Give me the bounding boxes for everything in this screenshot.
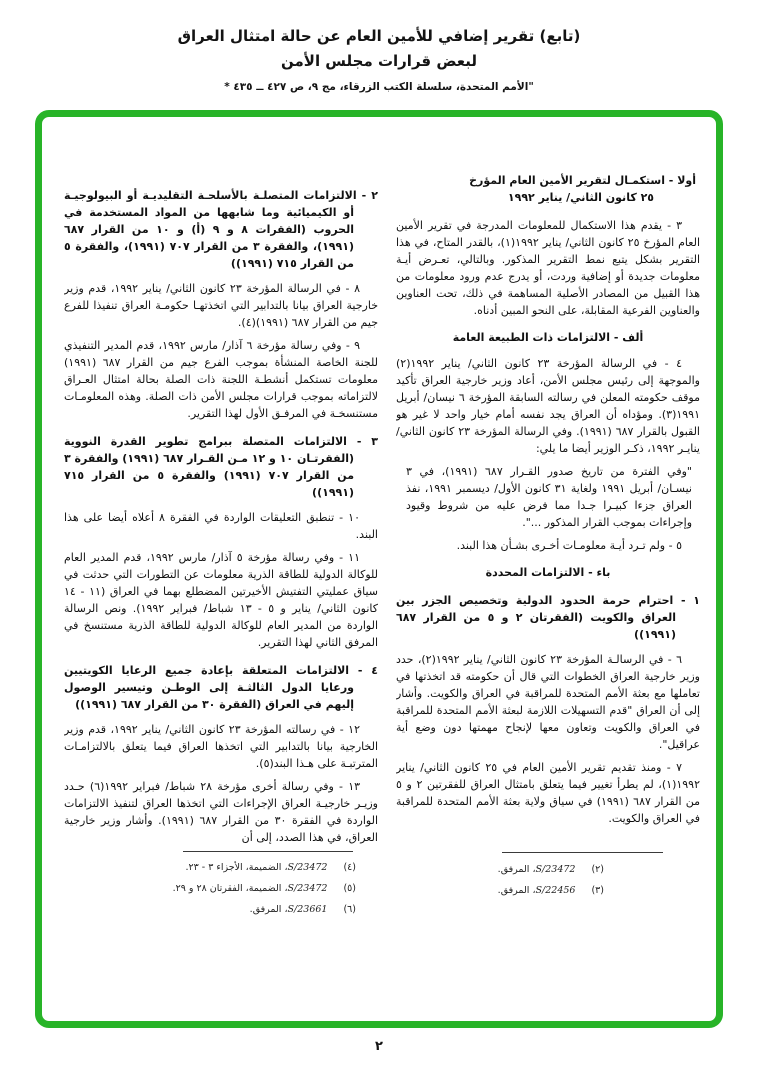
footnote-note: ، المرفق. xyxy=(497,864,536,875)
footnote-text xyxy=(426,884,575,897)
footnote-marker: (٢) xyxy=(591,864,604,875)
footnote-document-ref: S/23472 xyxy=(287,862,328,873)
column-left xyxy=(64,176,378,848)
heading-baa: باء - الالتزامات المحددة xyxy=(485,566,611,579)
footnote-marker: (٤) xyxy=(343,862,356,873)
subheading-4: ٤ - الالتزامات المتعلقة بإعادة جميع الرعايا الكويتيين ورعايا الدول الثالثـة إلى الوطـن وتيسير الوصول إليهم في العراق (الفقرة ٣٠ من القرار ٦٨٧ (١٩٩١)) xyxy=(64,664,378,711)
blockquote: "وفي الفترة من تاريخ صدور القـرار ٦٨٧ (١٩٩١)، في ٣ نيسـان/ أبريل ١٩٩١ ولغاية ٣١ كانون الأول/ ديسمبر ١٩٩١، نفذ العراق جزءا كبيـرا جـدا مما فرض عليه من شروط وقيود وإجراءات بموجب القرار المذكور ...". xyxy=(406,465,692,529)
header-title-line1: (تابع) تقرير إضافي للأمين العام عن حالة امتثال العراق xyxy=(177,27,581,45)
section-heading-line2: ٢٥ كانون الثاني/ يناير ١٩٩٢ xyxy=(507,191,654,204)
footnote-item xyxy=(96,882,356,895)
footnote-text xyxy=(96,882,327,895)
footnote-item xyxy=(426,884,604,897)
paragraph-7: ٧ - ومنذ تقديم تقرير الأمين العام في ٢٥ كانون الثاني/ يناير ١٩٩٢(١)، لم يطرأ تغيير فيما يتعلق بامتثال العراق للفقرتين ٢ و ٥ من القرار ٦٨٧ (١٩٩١) في سياق ولاية بعثة الأمم المتحدة للمراقبة في العراق والكويت. xyxy=(396,761,700,825)
footnote-text xyxy=(96,903,327,916)
paragraph-4: ٤ - في الرسالة المؤرخة ٢٣ كانون الثاني/ يناير ١٩٩٢(٢) والموجهة إلى رئيس مجلس الأمن، أعاد وزير خارجية العراق تأكيد موقف حكومته المعلن في رسالته السابقة المؤرخة ٦ نيسان/ أبريل ١٩٩١(٣). ومؤداه أن العراق يجد نفسه أمام خيار واحد لا غير هو القبول بالقرار ٦٨٧ (١٩٩١). وفي الرسالة المؤرخة ٢٣ كانون الثاني/ ينايـر ١٩٩٢، ذكـر الوزير أيضا ما يلي: xyxy=(396,357,700,455)
footnote-item xyxy=(426,863,604,876)
footnote-document-ref: S/22456 xyxy=(535,885,576,896)
heading-alef: ألف - الالتزامات ذات الطبيعة العامة xyxy=(452,331,644,344)
header-source-citation: "الأمم المتحدة، سلسلة الكتب الزرقاء، مج ٩، ص ٤٢٧ ــ ٤٣٥ * xyxy=(224,81,534,93)
paragraph-8: ٨ - في الرسالة المؤرخة ٢٣ كانون الثاني/ يناير ١٩٩٢، قدم وزير خارجية العراق بيانا بالتدابير التي اتخذتهـا حكومـة العراق تنفيذا للفرع جيم من القرار ٦٨٧ (١٩٩١)(٤). xyxy=(64,282,378,329)
section-heading-first xyxy=(396,172,700,206)
footnote-marker: (٦) xyxy=(343,904,356,915)
footnote-note: ، الضميمة، الفقرتان ٢٨ و ٢٩. xyxy=(172,883,288,894)
footnote-text xyxy=(426,863,575,876)
paragraph-6: ٦ - في الرسالـة المؤرخة ٢٣ كانون الثاني/ يناير ١٩٩٢(٢)، حدد وزير خارجية العراق الخطوات التي قال أن حكومته قد اتخذتها في تعاملها مع بعثة الأمم المتحدة للمراقبة في العراق والكويت. وأشار إلى أن العراق "قدم التسهيلات اللازمة لبعثة الأمم المتحدة للمراقبة في العراق والكويت وتعاون معها لإنجاح مهمتها دون وضع أية عراقيل". xyxy=(396,653,700,751)
footnote-marker: (٣) xyxy=(591,885,604,896)
footnotes-left xyxy=(96,861,356,924)
subheading-2: ٢ - الالتزامات المتصلـة بالأسلحـة التقليديـة أو البيولوجيـة أو الكيميائية وما شابهها من المواد المستخدمة في الحروب (الفقرات ٨ و ٩ (أ) و ١٠ من القرار ٦٨٧ (١٩٩١)، والفقرة ٣ من القرار ٧٠٧ (١٩٩١)، والفقرة ٥ من القرار ٧١٥ (١٩٩١)) xyxy=(64,189,378,270)
footnote-document-ref: S/23472 xyxy=(287,883,328,894)
page-number: ٢ xyxy=(375,1039,383,1054)
document-header xyxy=(0,24,758,93)
footnote-separator-right xyxy=(502,852,663,853)
footnote-note: ، المرفق. xyxy=(497,885,536,896)
column-right xyxy=(396,172,700,848)
footnote-document-ref: S/23472 xyxy=(535,864,576,875)
footnote-marker: (٥) xyxy=(343,883,356,894)
footnote-item xyxy=(96,903,356,916)
header-title-line2: لبعض قرارات مجلس الأمن xyxy=(280,52,478,70)
footnote-document-ref: S/23661 xyxy=(287,904,328,915)
footnote-text xyxy=(96,861,327,874)
footnotes-right xyxy=(426,863,604,905)
paragraph-13: ١٣ - وفي رسالة أخرى مؤرخة ٢٨ شباط/ فبراير ١٩٩٢(٦) حـدد وزيـر خارجيـة العراق الإجراءات التي اتخذها العراق لتنفيذ الالتزامات الواردة في الفقرة ٣٠ من القرار ٦٨٧ (١٩٩١). وأشار وزير خارجية العراق، في هذا الصدد، إلى أن xyxy=(64,780,378,844)
subheading-1: ١ - احترام حرمة الحدود الدولية وتخصيص الجزر بين العراق والكويت (الفقرتان ٢ و ٥ من القرار ٦٨٧ (١٩٩١)) xyxy=(396,594,700,641)
paragraph-10: ١٠ - تنطبق التعليقات الواردة في الفقرة ٨ أعلاه أيضا على هذا البند. xyxy=(64,511,378,541)
footnote-separator-left xyxy=(183,851,353,852)
footnote-note: ، الضميمة، الأجزاء ٣ - ٢٣. xyxy=(185,862,288,873)
subheading-3: ٣ - الالتزامات المتصلة ببرامج تطوير القدرة النووية (الفقرتـان ١٠ و ١٢ مـن القـرار ٦٨٧ (١٩٩١) والفقرة ٣ من القرار ٧٠٧ (١٩٩١) والفقرة ٥ من القرار ٧١٥ (١٩٩١)) xyxy=(64,435,378,499)
footnote-note: ، المرفق. xyxy=(249,904,288,915)
paragraph-5: ٥ - ولم تـرد أيـة معلومـات أخـرى بشـأن هذا البند. xyxy=(456,539,682,552)
paragraph-12: ١٢ - في رسالته المؤرخة ٢٣ كانون الثاني/ يناير ١٩٩٢، قدم وزير الخارجية بيانا بالتدابير التي اتخذها العراق فيما يتعلق بالالتزامـات المترتبـة على هـذا البند(٥). xyxy=(64,723,378,770)
footnote-item xyxy=(96,861,356,874)
paragraph-11: ١١ - وفي رسالة مؤرخة ٥ آذار/ مارس ١٩٩٢، قدم المدير العام للوكالة الدولية للطاقة الذرية معلومات عن التطورات التي حدثت في سياق عمليتي التفتيش الأخيرتين المضطلع بهما في العراق (١١ - ١٤ كانون الثاني/ يناير و ٥ - ١٣ شباط/ فبراير ١٩٩٢). ونص الرسالة الواردة من المدير العام للوكالة الدولية للطاقة الذرية مستنسخ في المرفق الثاني لهذا التقرير. xyxy=(64,551,378,649)
paragraph-3: ٣ - يقدم هذا الاستكمال للمعلومات المدرجة في تقرير الأمين العام المؤرخ ٢٥ كانون الثاني/ يناير ١٩٩٢(١)، بالقدر المتاح، في هذا التقرير بشكل يتبع نمط التقرير المذكور. وبالتالي، تعـرض أيـة معلومات جديدة أو إضافية وردت، أو يدرج عدم ورود معلومات من هذا القبيل من المصادر الأصلية المساهمة في ذلك، تحت العناوين والعناوين الفرعية المقابلة، على النحو المبين أدناه. xyxy=(396,219,700,317)
section-heading-line1: أولا - استكمـال لتقرير الأمين العام المؤرخ xyxy=(469,174,696,187)
paragraph-9: ٩ - وفي رسالة مؤرخة ٦ آذار/ مارس ١٩٩٢، قدم المدير التنفيذي للجنة الخاصة المنشأة بموجب الفرع جيم من القرار ٦٨٧ (١٩٩١) معلومات تستكمل أنشطـة اللجنة ذات الصلة بحالة امتثال العـراق لالتزاماته بموجب قرارات مجلس الأمن ذات الصلة. وهذه المعلومـات مستنسخـة في المرفـق الأول لهذا التقرير. xyxy=(64,339,378,420)
